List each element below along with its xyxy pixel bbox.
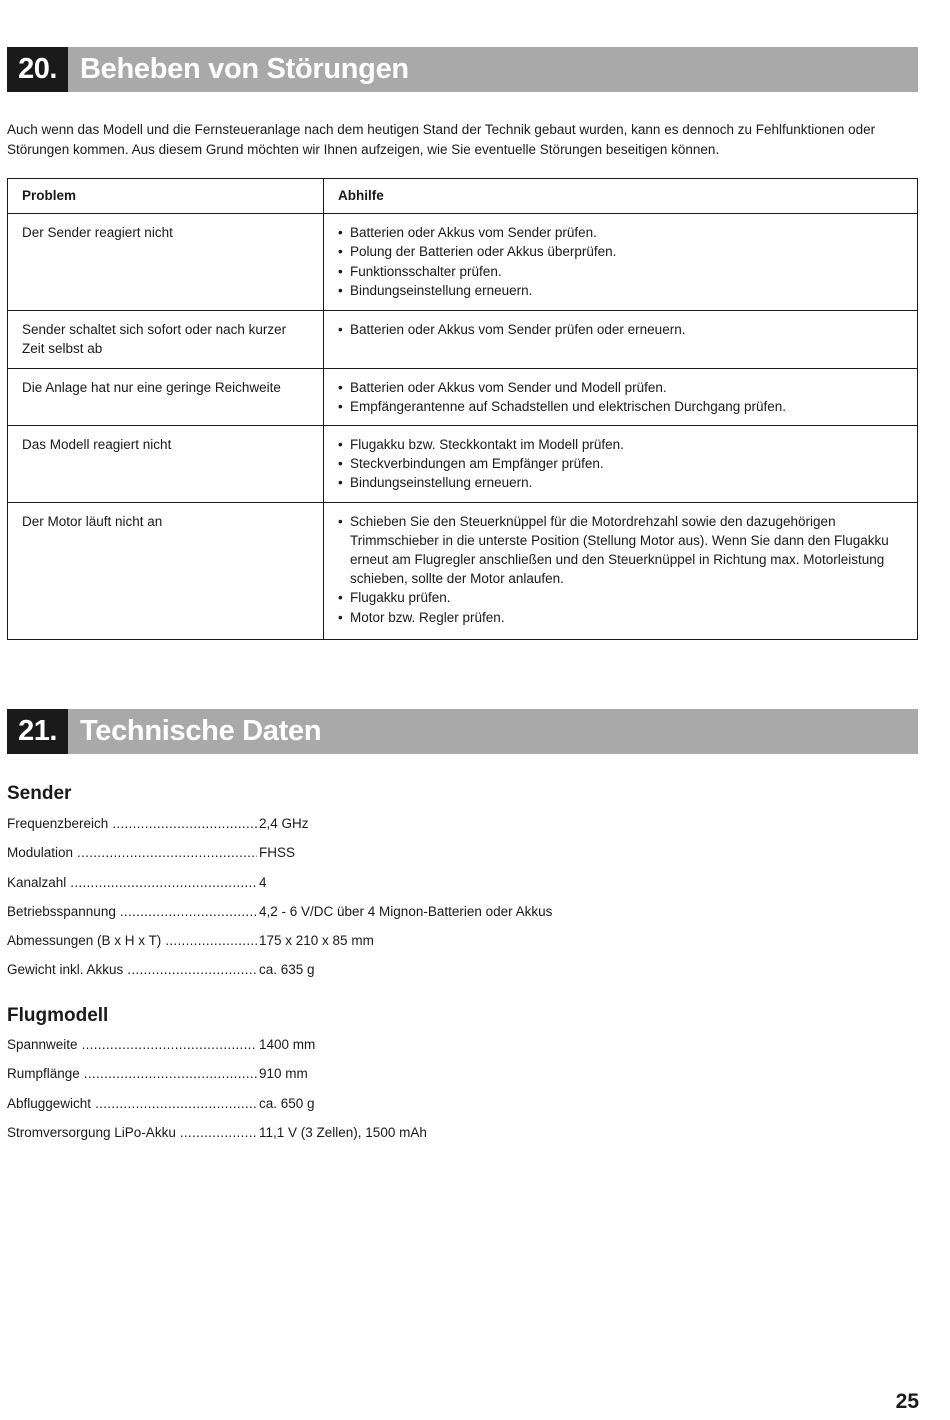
table-header-row	[8, 179, 918, 214]
table-row	[8, 502, 918, 639]
list-item: • Schieben Sie den Steuerknüppel für die Motordrehzahl sowie den dazugehörigen Trimmschieber in die unterste Position (Stellung Motor aus). Wenn Sie dann den Flugakku erneut am Flugregler anschließen und den Steuerknüppel in Richtung max. Motorleistung schieben, sollte der Motor anlaufen.	[338, 512, 903, 589]
dot-leader	[165, 933, 257, 948]
fix-cell	[324, 502, 918, 639]
fix-cell	[324, 214, 918, 311]
spec-value: ca. 650 g	[259, 1095, 315, 1111]
problem-cell: Der Motor läuft nicht an	[8, 502, 324, 639]
subheading-sender: Sender	[7, 783, 72, 804]
list-item: • Funktionsschalter prüfen.	[338, 262, 903, 281]
list-item: • Polung der Batterien oder Akkus überprüfen.	[338, 242, 903, 261]
dot-leader	[112, 816, 257, 831]
section-title: Technische Daten	[80, 715, 322, 747]
table-row	[8, 426, 918, 503]
dot-leader	[127, 962, 257, 977]
list-item: • Flugakku prüfen.	[338, 588, 903, 607]
spec-value: FHSS	[259, 845, 296, 861]
spec-label: Rumpflänge	[7, 1066, 80, 1082]
list-item: • Steckverbindungen am Empfänger prüfen.	[338, 454, 903, 473]
troubleshooting-table	[7, 178, 918, 640]
section-header-troubleshooting	[7, 47, 918, 92]
dot-leader	[70, 875, 257, 890]
spec-label: Spannweite	[7, 1037, 78, 1052]
spec-row	[7, 904, 607, 933]
list-item: • Empfängerantenne auf Schadstellen und elektrischen Durchgang prüfen.	[338, 397, 903, 416]
spec-row	[7, 816, 607, 845]
spec-label: Abfluggewicht	[7, 1095, 92, 1111]
fix-list	[338, 320, 903, 339]
spec-value: ca. 635 g	[259, 962, 315, 978]
section-number: 21.	[7, 709, 68, 754]
list-item: • Bindungseinstellung erneuern.	[338, 473, 903, 492]
fix-list	[338, 223, 903, 300]
flugmodell-spec-list	[7, 1037, 607, 1154]
dot-leader	[84, 1066, 257, 1081]
spec-row	[7, 1066, 607, 1095]
spec-value: 910 mm	[259, 1066, 308, 1082]
spec-row	[7, 1096, 607, 1125]
fix-cell	[324, 426, 918, 503]
list-item: • Bindungseinstellung erneuern.	[338, 281, 903, 300]
table-row	[8, 368, 918, 425]
section-number: 20.	[7, 47, 68, 92]
spec-label: Kanalzahl	[7, 874, 67, 890]
spec-row	[7, 933, 607, 962]
spec-value: 2,4 GHz	[259, 816, 309, 831]
spec-row	[7, 845, 607, 874]
spec-label: Stromversorgung LiPo-Akku	[7, 1124, 176, 1140]
dot-leader	[120, 904, 257, 919]
list-item: • Flugakku bzw. Steckkontakt im Modell prüfen.	[338, 435, 903, 454]
dot-leader	[95, 1096, 257, 1111]
section-header-technical-data	[7, 709, 918, 754]
section-title: Beheben von Störungen	[80, 53, 409, 85]
spec-label: Gewicht inkl. Akkus	[7, 962, 124, 978]
fix-list	[338, 378, 903, 416]
spec-label: Betriebsspannung	[7, 903, 116, 919]
spec-value: 175 x 210 x 85 mm	[259, 933, 374, 949]
fix-cell	[324, 311, 918, 368]
column-header-fix: Abhilfe	[324, 179, 918, 214]
dot-leader	[180, 1125, 257, 1140]
problem-cell: Sender schaltet sich sofort oder nach kurzer Zeit selbst ab	[8, 311, 324, 368]
problem-cell: Das Modell reagiert nicht	[8, 426, 324, 503]
spec-value: 11,1 V (3 Zellen), 1500 mAh	[259, 1124, 427, 1140]
spec-value: 4	[259, 874, 267, 890]
table-row	[8, 311, 918, 368]
fix-cell	[324, 368, 918, 425]
spec-label: Modulation	[7, 845, 74, 861]
column-header-problem: Problem	[8, 179, 324, 214]
spec-value: 4,2 - 6 V/DC über 4 Mignon-Batterien oder Akkus	[259, 903, 553, 919]
spec-label: Frequenzbereich	[7, 816, 109, 831]
dot-leader	[77, 845, 257, 860]
spec-value: 1400 mm	[259, 1037, 316, 1052]
intro-paragraph: Auch wenn das Modell und die Fernsteueranlage nach dem heutigen Stand der Technik gebaut wurden, kann es dennoch zu Fehlfunktionen oder Störungen kommen. Aus diesem Grund möchten wir Ihnen aufzeigen, wie Sie eventuelle Störungen beseitigen können.	[7, 122, 876, 157]
spec-row	[7, 1125, 607, 1154]
sender-spec-list	[7, 816, 607, 992]
dot-leader	[82, 1037, 257, 1052]
list-item: • Motor bzw. Regler prüfen.	[338, 608, 903, 627]
list-item: • Batterien oder Akkus vom Sender und Modell prüfen.	[338, 378, 903, 397]
table-row	[8, 214, 918, 311]
list-item: • Batterien oder Akkus vom Sender prüfen.	[338, 223, 903, 242]
spec-label: Abmessungen (B x H x T)	[7, 933, 162, 949]
fix-list	[338, 435, 903, 493]
list-item: • Batterien oder Akkus vom Sender prüfen oder erneuern.	[338, 320, 903, 339]
fix-list	[338, 512, 903, 627]
spec-row	[7, 875, 607, 904]
subheading-flugmodell: Flugmodell	[7, 1005, 109, 1026]
spec-row	[7, 962, 607, 991]
spec-row	[7, 1037, 607, 1066]
page-number: 25	[895, 1390, 919, 1413]
problem-cell: Der Sender reagiert nicht	[8, 214, 324, 311]
problem-cell: Die Anlage hat nur eine geringe Reichweite	[8, 368, 324, 425]
